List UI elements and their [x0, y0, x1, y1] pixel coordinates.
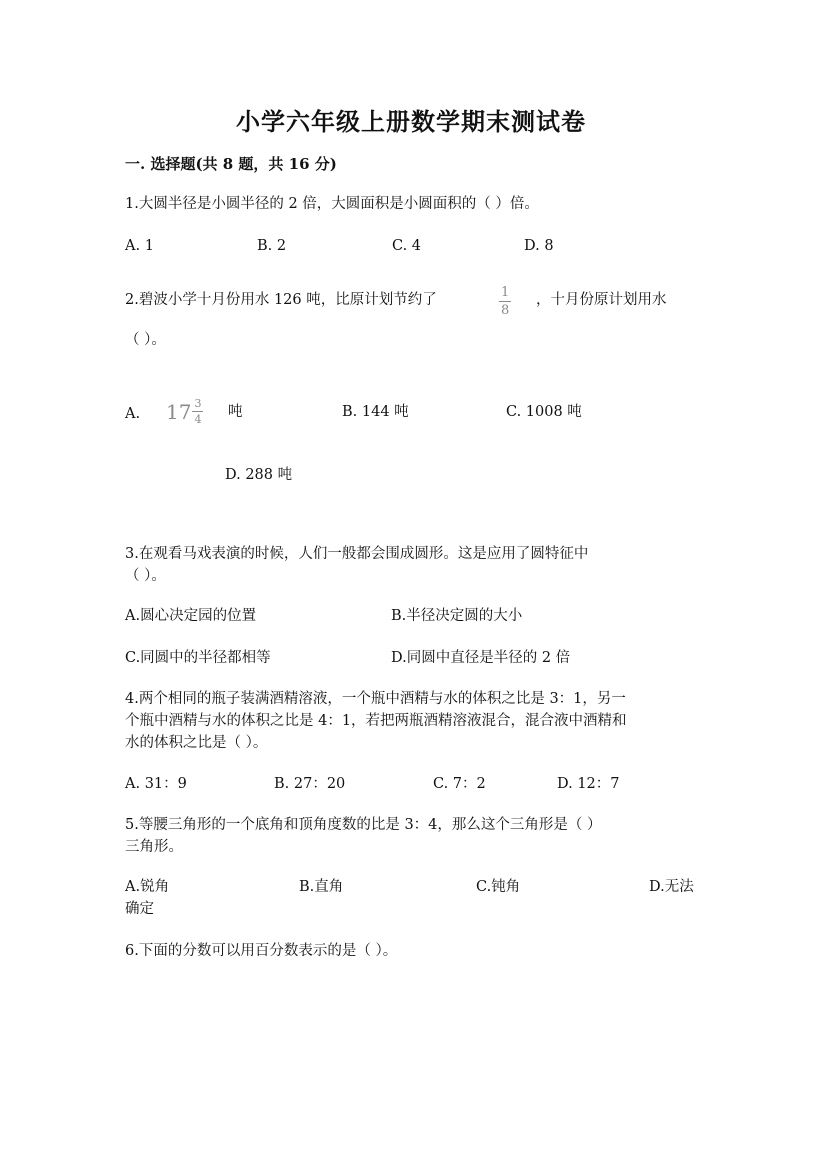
question-4-line3: 水的体积之比是（ ）。 — [125, 735, 268, 751]
question-6-text: 6.下面的分数可以用百分数表示的是（ ）。 — [125, 943, 398, 959]
fraction-numerator: 1 — [501, 285, 510, 300]
q3-option-b[interactable]: B.半径决定圆的大小 — [391, 608, 523, 624]
fraction-one-eighth — [499, 286, 511, 317]
fraction-bar — [499, 301, 511, 302]
q2-option-d[interactable]: D. 288 吨 — [225, 467, 293, 483]
q3-option-c[interactable]: C.同圆中的半径都相等 — [125, 650, 271, 666]
fraction-denominator: 8 — [501, 303, 510, 318]
q5-option-d-wrap: 确定 — [125, 901, 154, 917]
q1-option-a[interactable]: A. 1 — [125, 238, 154, 254]
question-1-text: 1.大圆半径是小圆半径的 2 倍，大圆面积是小圆面积的（ ）倍。 — [125, 196, 539, 212]
q4-option-c[interactable]: C. 7：2 — [433, 776, 486, 792]
question-4-line1: 4.两个相同的瓶子装满酒精溶液，一个瓶中酒精与水的体积之比是 3：1，另一 — [125, 691, 626, 707]
question-3-text-line2: （ ）。 — [125, 568, 166, 584]
question-2-text-after: ，十月份原计划用水 — [536, 292, 667, 308]
question-3-text: 3.在观看马戏表演的时候，人们一般都会围成圆形。这是应用了圆特征中 — [125, 546, 589, 562]
question-2-text-line2: （ ）。 — [125, 332, 166, 348]
mixed-fraction-bar — [192, 411, 203, 412]
q4-option-a[interactable]: A. 31：9 — [125, 776, 187, 792]
question-5-line1: 5.等腰三角形的一个底角和顶角度数的比是 3：4，那么这个三角形是（ ） — [125, 817, 602, 833]
section-heading: 一. 选择题(共 8 题，共 16 分) — [125, 155, 337, 173]
question-5-line2: 三角形。 — [125, 839, 183, 855]
q2-option-a-label[interactable]: A. — [125, 406, 141, 422]
q2-option-a-unit: 吨 — [228, 404, 243, 420]
q1-option-c[interactable]: C. 4 — [392, 238, 422, 254]
question-2-text: 2.碧波小学十月份用水 126 吨，比原计划节约了 — [125, 292, 437, 308]
page-title: 小学六年级上册数学期末测试卷 — [236, 107, 586, 136]
q5-option-a[interactable]: A.锐角 — [125, 879, 170, 895]
mixed-denominator: 4 — [194, 413, 202, 426]
q1-option-d[interactable]: D. 8 — [524, 238, 554, 254]
mixed-number-17-3-4 — [166, 398, 203, 425]
question-4-line2: 个瓶中酒精与水的体积之比是 4：1，若把两瓶酒精溶液混合，混合液中酒精和 — [125, 713, 627, 729]
q4-option-d[interactable]: D. 12：7 — [557, 776, 620, 792]
q2-option-b[interactable]: B. 144 吨 — [342, 404, 409, 420]
mixed-whole: 17 — [166, 399, 192, 424]
q4-option-b[interactable]: B. 27：20 — [274, 776, 346, 792]
q1-option-b[interactable]: B. 2 — [257, 238, 287, 254]
q5-option-b[interactable]: B.直角 — [299, 879, 344, 895]
q5-option-d[interactable]: D.无法 — [649, 879, 694, 895]
mixed-fraction — [192, 398, 203, 425]
q2-option-c[interactable]: C. 1008 吨 — [506, 404, 582, 420]
mixed-numerator: 3 — [194, 397, 202, 410]
q3-option-d[interactable]: D.同圆中直径是半径的 2 倍 — [391, 650, 571, 666]
q5-option-c[interactable]: C.钝角 — [476, 879, 521, 895]
q3-option-a[interactable]: A.圆心决定园的位置 — [125, 608, 257, 624]
